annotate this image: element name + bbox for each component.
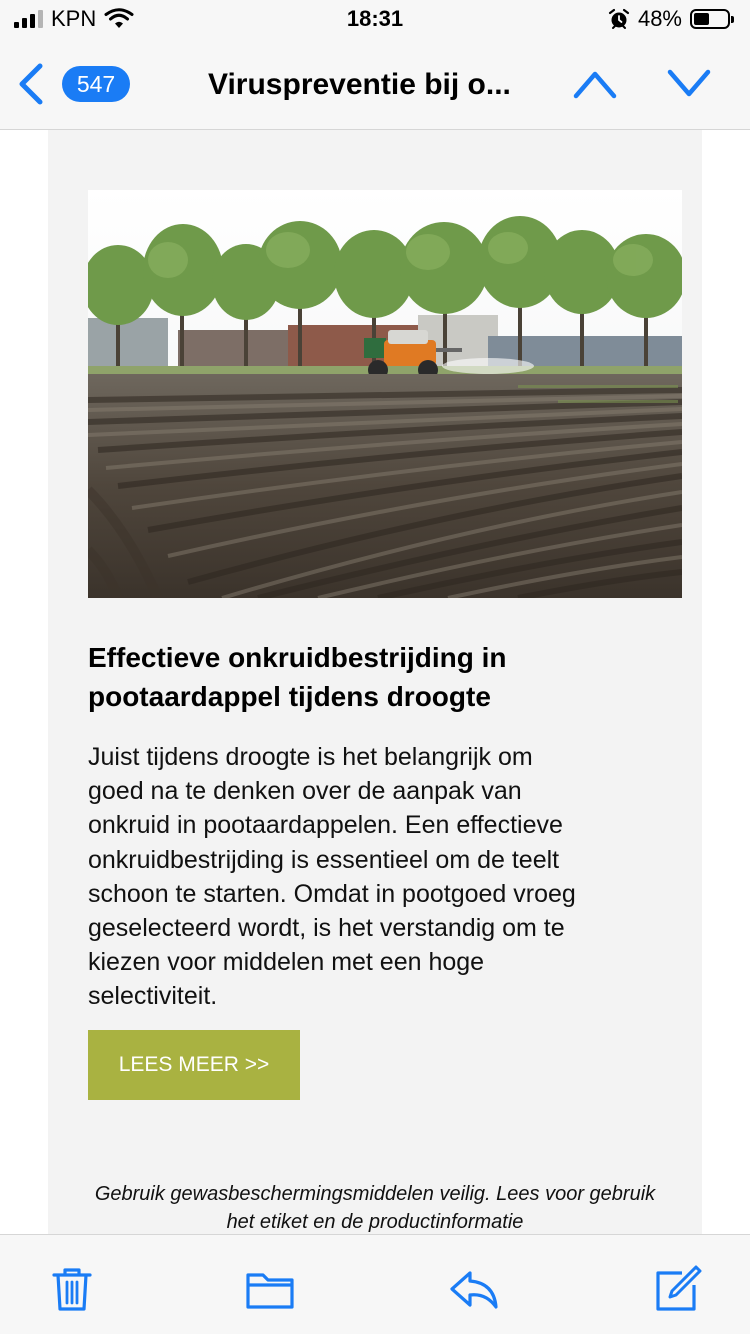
- status-right: [608, 6, 730, 32]
- bottom-toolbar: [0, 1234, 750, 1334]
- navigation-bar: [0, 40, 750, 130]
- safety-disclaimer: Gebruik gewasbeschermingsmiddelen veilig. Lees voor gebruik het etiket en de productinformatie: [94, 1183, 656, 1233]
- message-body[interactable]: [0, 130, 750, 1234]
- newsletter-card: [48, 130, 702, 1234]
- folder-icon[interactable]: [244, 1263, 296, 1315]
- article-body-text: Juist tijdens droogte is het belangrijk om goed na te denken over de aanpak van onkruid in pootaardappelen. Een effectieve onkruidbestrijding is essentieel om de teelt schoon te starten. Omdat in pootgoed vroeg geselecteerd wordt, is het verstandig om te kiezen voor middelen met een hoge selectiviteit.: [88, 743, 576, 1011]
- battery-icon: [690, 9, 730, 29]
- carrier-name: KPN: [51, 6, 97, 31]
- alarm-icon: [608, 8, 630, 30]
- trash-icon[interactable]: [46, 1263, 98, 1315]
- compose-icon[interactable]: [652, 1263, 704, 1315]
- read-more-button[interactable]: LEES MEER >>: [88, 1030, 300, 1100]
- unread-count-badge[interactable]: 547: [62, 66, 130, 102]
- status-bar: [0, 0, 750, 40]
- battery-level: [694, 13, 709, 25]
- chevron-up-icon[interactable]: [572, 68, 618, 100]
- battery-percentage: 48%: [637, 6, 682, 31]
- message-subject-title: Viruspreventie bij o...: [208, 68, 511, 101]
- reply-icon[interactable]: [448, 1263, 500, 1315]
- field-tractor-photo[interactable]: [88, 190, 682, 598]
- chevron-down-icon[interactable]: [666, 68, 712, 100]
- chevron-left-icon[interactable]: [14, 62, 48, 106]
- status-time: 18:31: [346, 6, 404, 31]
- article-headline: Effectieve onkruidbestrijding in pootaardappel tijdens droogte: [88, 642, 507, 712]
